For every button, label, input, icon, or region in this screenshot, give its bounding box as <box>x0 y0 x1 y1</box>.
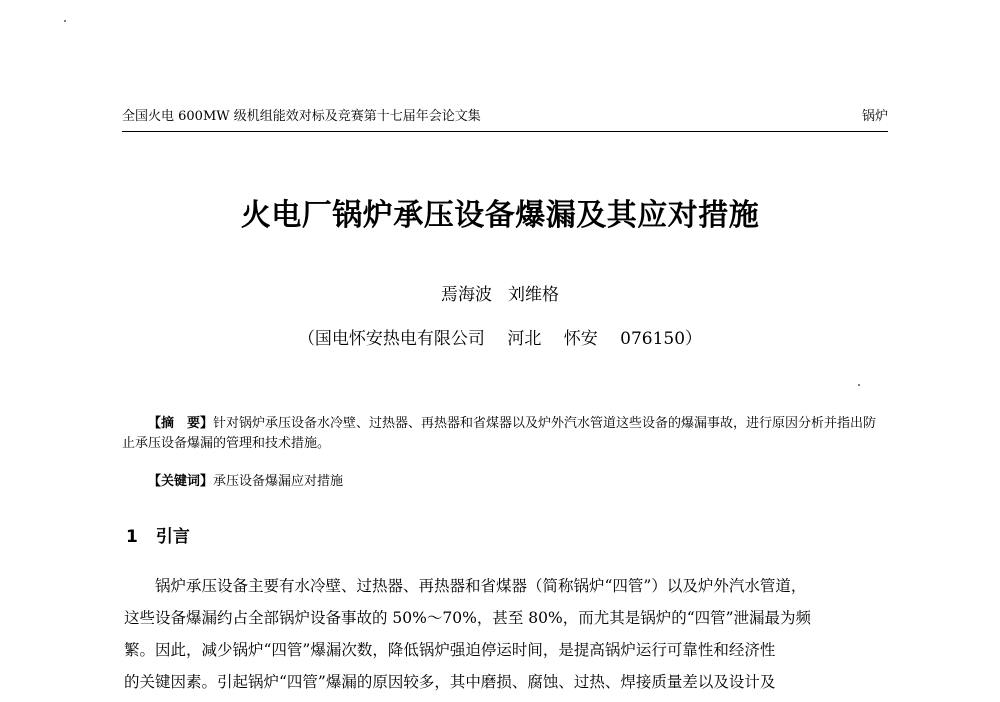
abstract <box>122 414 888 454</box>
body-line: 繁。因此，减少锅炉“四管”爆漏次数，降低锅炉强迫停运时间，是提高锅炉运行可靠性和经济性 <box>124 641 776 659</box>
abstract-text: 针对锅炉承压设备水冷壁、过热器、再热器和省煤器以及炉外汽水管道这些设备的爆漏事故，进行原因分析并指出防止承压设备爆漏的管理和技术措施。 <box>122 416 877 451</box>
section-heading <box>126 525 190 549</box>
section-number: 1 <box>126 527 138 547</box>
body-line: 这些设备爆漏约占全部锅炉设备事故的 50%～70%，甚至 80%，而尤其是锅炉的“四管”泄漏最为频 <box>124 609 812 627</box>
body-line: 锅炉承压设备主要有水冷壁、过热器、再热器和省煤器（简称锅炉“四管”）以及炉外汽水管道， <box>155 577 807 595</box>
running-header <box>122 108 888 130</box>
affiliation: （国电怀安热电有限公司 河北 怀安 076150） <box>297 329 703 349</box>
author-name: 焉海波 <box>441 285 492 305</box>
running-header-right: 锅炉 <box>861 109 888 124</box>
scan-speck <box>858 384 860 386</box>
paper-title: 火电厂锅炉承压设备爆漏及其应对措施 <box>240 198 760 233</box>
header-rule <box>122 131 888 132</box>
scan-speck <box>64 20 66 22</box>
running-header-left: 全国火电 600MW 级机组能效对标及竞赛第十七届年会论文集 <box>122 109 481 124</box>
keywords-label: 【关键词】 <box>148 474 214 489</box>
keywords-text: 承压设备爆漏应对措施 <box>213 474 344 489</box>
body-line: 的关键因素。引起锅炉“四管”爆漏的原因较多，其中磨损、腐蚀、过热、焊接质量差以及设计及 <box>124 673 776 691</box>
author-list <box>0 284 1000 306</box>
keywords <box>148 472 343 492</box>
body-paragraph <box>124 570 890 698</box>
abstract-label: 【摘 要】 <box>148 416 214 431</box>
author-name: 刘维格 <box>508 285 559 305</box>
section-title: 引言 <box>155 527 190 547</box>
